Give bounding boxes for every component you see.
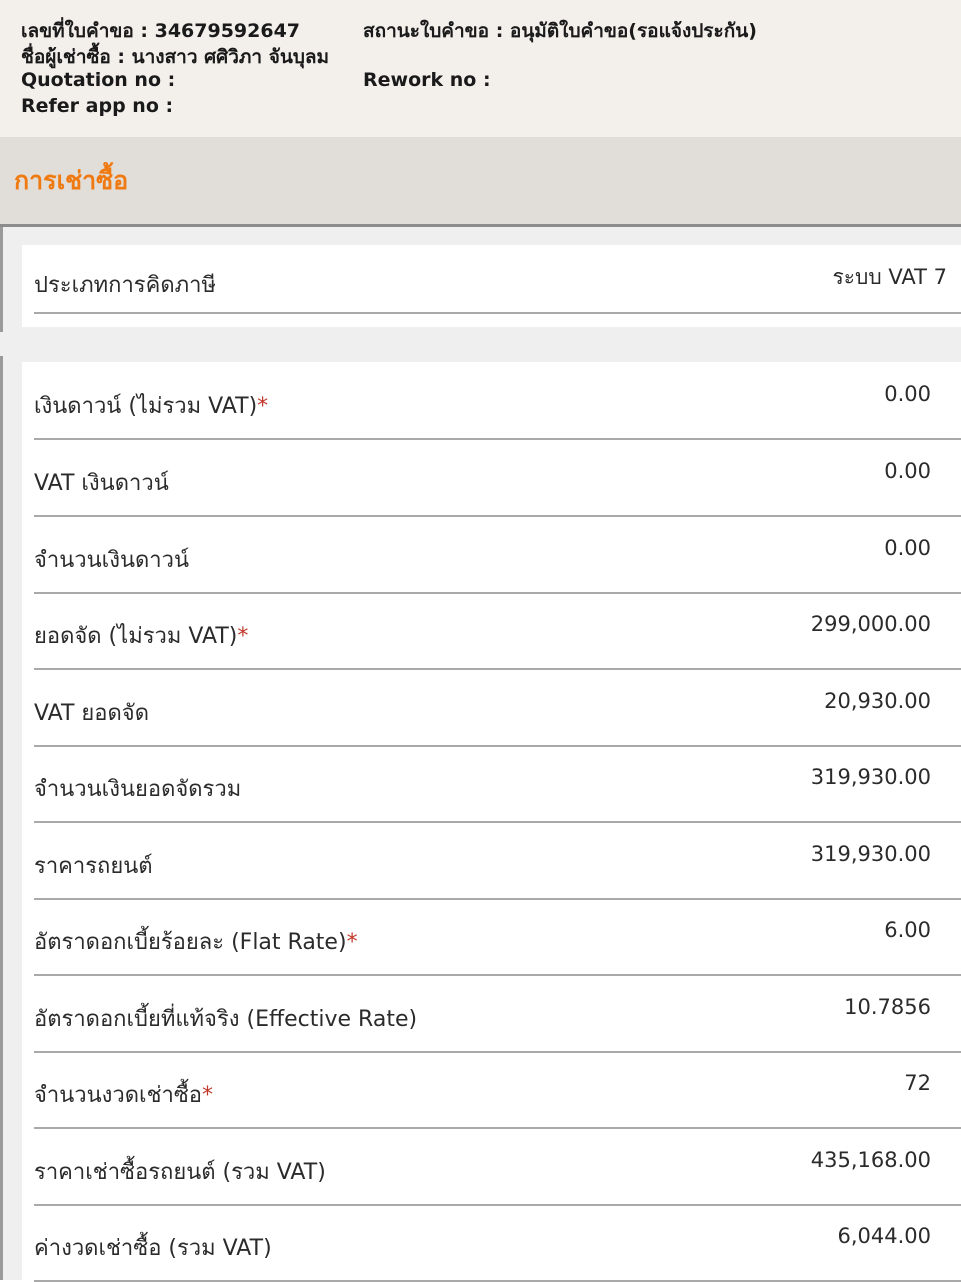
field-label: อัตราดอกเบี้ยร้อยละ (Flat Rate)* — [34, 930, 358, 955]
field-label: อัตราดอกเบี้ยที่แท้จริง (Effective Rate) — [34, 1007, 418, 1032]
finance-total-row[interactable] — [34, 745, 961, 823]
hire-purchase-card — [22, 362, 961, 1280]
finance-total-value[interactable]: 319,930.00 — [810, 765, 931, 789]
down-payment-total-value[interactable]: 0.00 — [884, 536, 931, 560]
tax-type-row[interactable] — [34, 245, 961, 314]
buyer-name: ชื่อผู้เช่าซื้อ : นางสาว ศศิวิภา จันบุลม — [21, 46, 330, 68]
finance-vat-row[interactable] — [34, 669, 961, 747]
installment-amount-row[interactable] — [34, 1204, 961, 1282]
finance-amount-value[interactable]: 299,000.00 — [810, 612, 931, 636]
request-header — [0, 0, 961, 137]
request-status: สถานะใบคำขอ : อนุมัติใบคำขอ(รอแจ้งประกัน) — [363, 20, 757, 42]
quotation-number: Quotation no : — [21, 69, 176, 91]
rework-number: Rework no : — [363, 69, 491, 91]
installment-count-row[interactable] — [34, 1051, 961, 1129]
field-label: จำนวนเงินยอดจัดรวม — [34, 777, 242, 802]
left-divider — [0, 227, 3, 332]
required-marker: * — [346, 930, 358, 955]
field-label: VAT เงินดาวน์ — [34, 471, 169, 496]
finance-vat-value[interactable]: 20,930.00 — [824, 689, 931, 713]
field-label: ราคารถยนต์ — [34, 854, 153, 879]
field-label: เงินดาวน์ (ไม่รวม VAT)* — [34, 394, 269, 419]
section-header — [0, 137, 961, 227]
field-label: VAT ยอดจัด — [34, 701, 149, 726]
refer-app-number: Refer app no : — [21, 95, 174, 117]
field-label: จำนวนเงินดาวน์ — [34, 548, 190, 573]
installment-amount-value[interactable]: 6,044.00 — [837, 1224, 931, 1248]
hire-purchase-price-value[interactable]: 435,168.00 — [810, 1148, 931, 1172]
down-payment-vat-row[interactable] — [34, 439, 961, 517]
request-number: เลขที่ใบคำขอ : 34679592647 — [21, 20, 301, 42]
tax-type-value[interactable]: ระบบ VAT 7 — [832, 265, 947, 289]
flat-rate-value[interactable]: 6.00 — [884, 918, 931, 942]
section-title: การเช่าซื้อ — [14, 166, 129, 195]
required-marker: * — [257, 394, 269, 419]
down-payment-row[interactable] — [34, 362, 961, 440]
car-price-value[interactable]: 319,930.00 — [810, 842, 931, 866]
flat-rate-row[interactable] — [34, 898, 961, 976]
field-label: ราคาเช่าซื้อรถยนต์ (รวม VAT) — [34, 1160, 326, 1185]
tax-type-label: ประเภทการคิดภาษี — [34, 273, 216, 298]
required-marker: * — [202, 1083, 214, 1108]
required-marker: * — [237, 624, 249, 649]
down-payment-vat-value[interactable]: 0.00 — [884, 459, 931, 483]
down-payment-total-row[interactable] — [34, 516, 961, 594]
effective-rate-value[interactable]: 10.7856 — [844, 995, 931, 1019]
installment-count-value[interactable]: 72 — [904, 1071, 931, 1095]
effective-rate-row[interactable] — [34, 975, 961, 1053]
car-price-row[interactable] — [34, 822, 961, 900]
down-payment-value[interactable]: 0.00 — [884, 382, 931, 406]
field-label: ค่างวดเช่าซื้อ (รวม VAT) — [34, 1236, 272, 1261]
field-label: จำนวนงวดเช่าซื้อ* — [34, 1083, 214, 1108]
finance-amount-row[interactable] — [34, 592, 961, 670]
hire-purchase-price-row[interactable] — [34, 1128, 961, 1206]
tax-card — [22, 245, 961, 327]
field-label: ยอดจัด (ไม่รวม VAT)* — [34, 624, 249, 649]
left-divider — [0, 356, 3, 1280]
